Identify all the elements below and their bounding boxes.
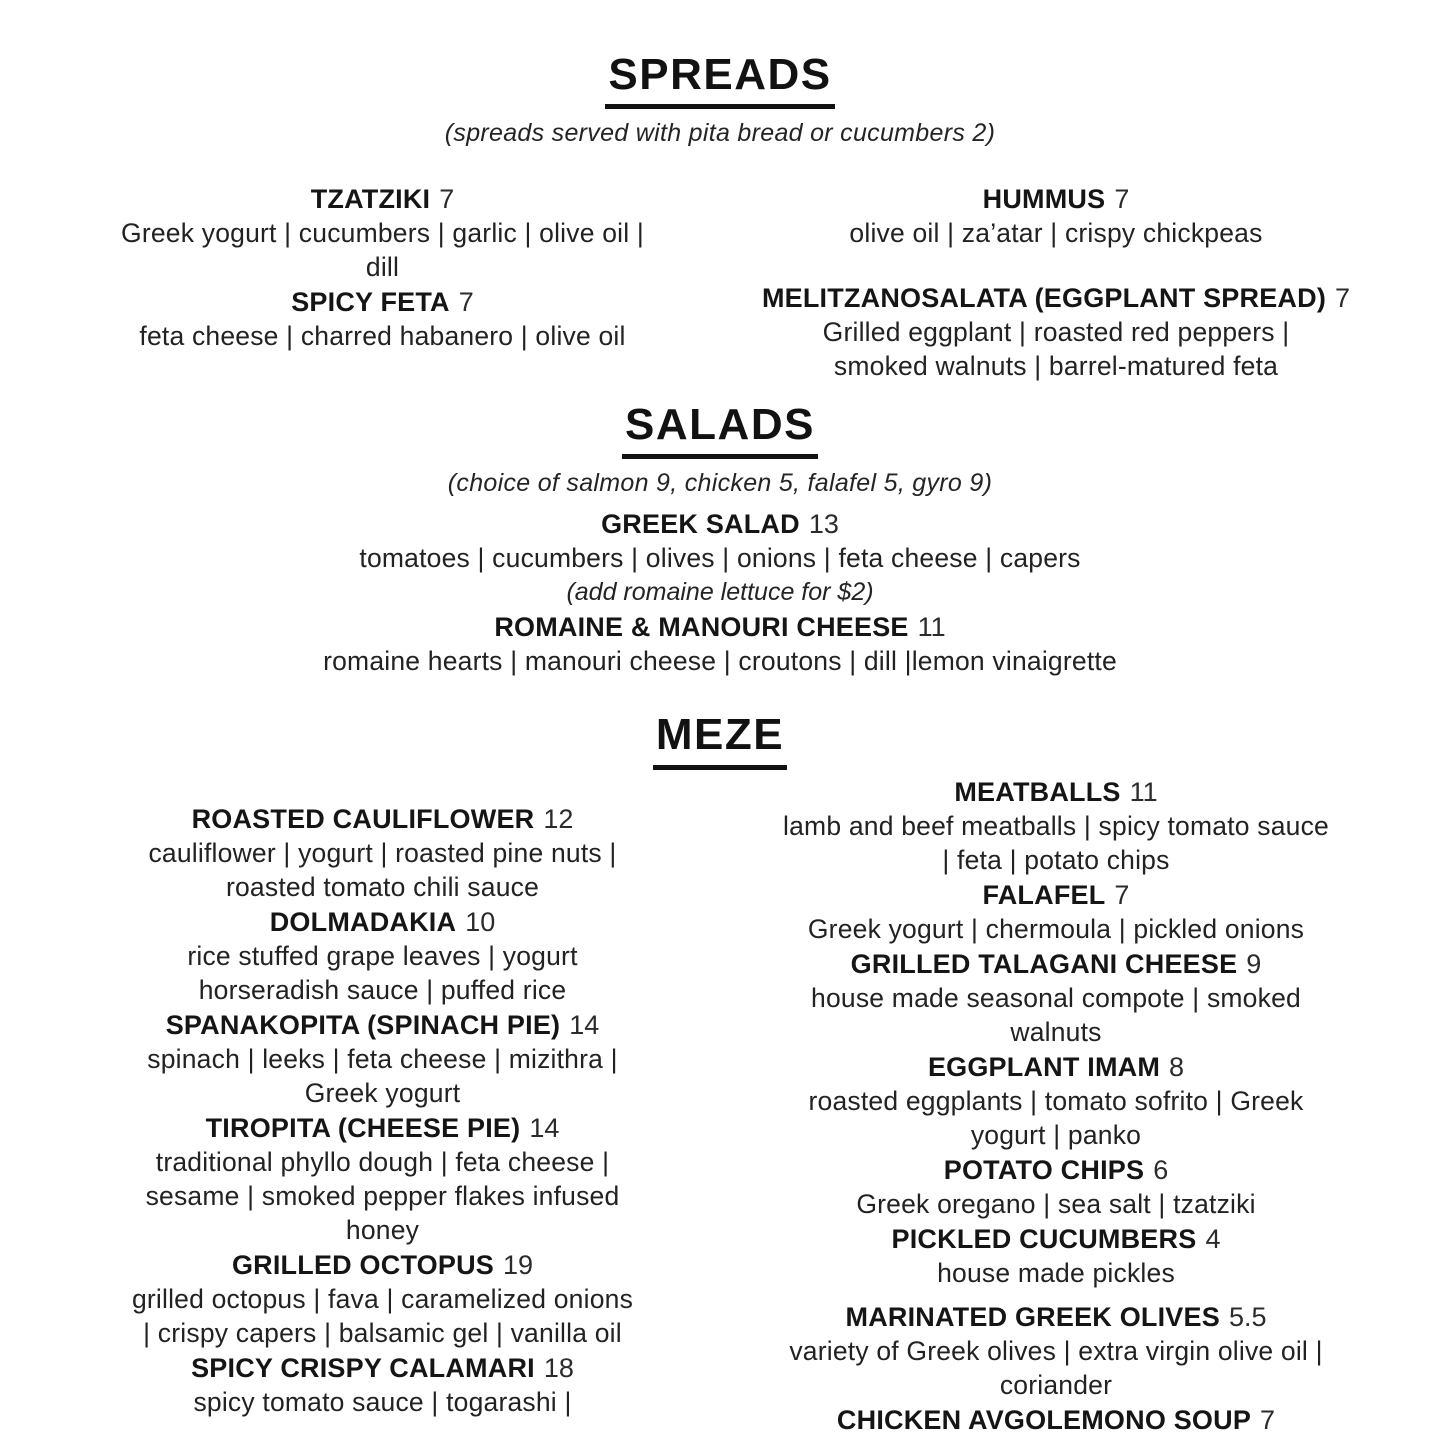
menu-item-header bbox=[733, 1153, 1379, 1187]
menu-item-eggplant-imam bbox=[733, 1050, 1379, 1152]
menu-item-description: traditional phyllo dough | feta cheese | sesame | smoked pepper flakes infused honey bbox=[145, 1146, 620, 1245]
section-title-meze bbox=[0, 712, 1440, 769]
menu-item-price: 9 bbox=[1246, 948, 1262, 979]
menu-item-header bbox=[60, 1111, 705, 1145]
meze-right-column bbox=[733, 775, 1379, 1438]
menu-item-price: 10 bbox=[465, 906, 496, 937]
meze-columns bbox=[0, 775, 1440, 1438]
menu-item-romaine-manouri bbox=[0, 610, 1440, 678]
menu-item-price: 12 bbox=[543, 803, 574, 834]
menu-item-name: TIROPITA (CHEESE PIE) bbox=[205, 1112, 521, 1143]
menu-item-price: 7 bbox=[458, 287, 474, 318]
menu-item-price: 11 bbox=[1129, 776, 1158, 807]
menu-item-name: EGGPLANT IMAM bbox=[927, 1051, 1161, 1082]
menu-item-name: MEATBALLS bbox=[954, 776, 1121, 807]
menu-item-name: CHICKEN AVGOLEMONO SOUP bbox=[836, 1404, 1252, 1435]
menu-item-meatballs bbox=[733, 775, 1379, 877]
salads-items bbox=[0, 507, 1440, 678]
spreads-right-column bbox=[733, 182, 1379, 384]
menu-item-price: 4 bbox=[1205, 1223, 1221, 1254]
menu-item-header bbox=[733, 281, 1379, 315]
menu-item-header bbox=[60, 802, 705, 836]
menu-item-description: rice stuffed grape leaves | yogurt horseradish sauce | puffed rice bbox=[187, 940, 578, 1005]
menu-item-price: 14 bbox=[569, 1009, 600, 1040]
menu-item-header bbox=[733, 1300, 1379, 1334]
menu-item-header bbox=[60, 1248, 705, 1282]
menu-item-description: Greek oregano | sea salt | tzatziki bbox=[856, 1188, 1256, 1219]
menu-item-note: (add romaine lettuce for $2) bbox=[566, 578, 874, 607]
menu-item-price: 7 bbox=[1114, 879, 1130, 910]
menu-item-price: 18 bbox=[543, 1352, 574, 1383]
menu-item-chicken-avgolemono-soup bbox=[733, 1403, 1379, 1437]
menu-item-description: cauliflower | yogurt | roasted pine nuts | roasted tomato chili sauce bbox=[148, 837, 617, 902]
menu-item-name: MARINATED GREEK OLIVES bbox=[845, 1301, 1220, 1332]
menu-item-falafel bbox=[733, 878, 1379, 946]
menu-item-header bbox=[60, 285, 705, 319]
menu-item-dolmadakia bbox=[60, 905, 705, 1007]
menu-item-price: 7 bbox=[1335, 283, 1351, 314]
menu-item-roasted-cauliflower bbox=[60, 802, 705, 904]
menu-item-description: Grilled eggplant | roasted red peppers | smoked walnuts | barrel-matured feta bbox=[822, 317, 1290, 382]
menu-item-description: house made pickles bbox=[937, 1257, 1175, 1288]
menu-item-description: olive oil | za’atar | crispy chickpeas bbox=[849, 218, 1263, 249]
menu-item-grilled-octopus bbox=[60, 1248, 705, 1350]
menu-item-greek-salad bbox=[0, 507, 1440, 609]
section-title-salads bbox=[0, 402, 1440, 459]
menu-item-description: romaine hearts | manouri cheese | croutons | dill |lemon vinaigrette bbox=[323, 646, 1117, 677]
menu-item-price: 14 bbox=[529, 1112, 560, 1143]
menu-item-header bbox=[0, 610, 1440, 644]
menu-item-price: 13 bbox=[808, 509, 839, 540]
menu-item-header bbox=[60, 182, 705, 216]
menu-item-marinated-greek-olives bbox=[733, 1300, 1379, 1402]
menu-item-name: FALAFEL bbox=[982, 879, 1106, 910]
section-title-text: SALADS bbox=[622, 402, 818, 459]
menu-item-description: Greek yogurt | chermoula | pickled onions bbox=[807, 913, 1305, 944]
menu-item-tzatziki bbox=[60, 182, 705, 284]
menu-item-price: 19 bbox=[502, 1249, 534, 1280]
menu-item-name: HUMMUS bbox=[982, 184, 1106, 215]
menu-item-price: 7 bbox=[439, 184, 455, 215]
menu-item-name: PICKLED CUCUMBERS bbox=[891, 1223, 1197, 1254]
menu-item-name: TZATZIKI bbox=[310, 184, 431, 215]
section-title-text: SPREADS bbox=[605, 52, 834, 109]
menu-item-hummus bbox=[733, 182, 1379, 250]
menu-item-header bbox=[733, 1050, 1379, 1084]
menu-item-price: 7 bbox=[1260, 1404, 1276, 1435]
menu-item-header bbox=[733, 1222, 1379, 1256]
menu-item-description: spicy tomato sauce | togarashi | bbox=[193, 1386, 572, 1417]
menu-item-name: SPANAKOPITA (SPINACH PIE) bbox=[165, 1009, 561, 1040]
menu-item-pickled-cucumbers bbox=[733, 1222, 1379, 1290]
menu-item-name: MELITZANOSALATA (EGGPLANT SPREAD) bbox=[761, 283, 1327, 314]
menu-item-price: 7 bbox=[1114, 184, 1130, 215]
menu-item-potato-chips bbox=[733, 1153, 1379, 1221]
section-note-spreads: (spreads served with pita bread or cucumbers 2) bbox=[444, 119, 996, 148]
menu-item-name: POTATO CHIPS bbox=[943, 1154, 1145, 1185]
menu-item-description: grilled octopus | fava | caramelized onions | crispy capers | balsamic gel | vanilla oil bbox=[131, 1283, 634, 1348]
menu-item-header bbox=[60, 1008, 705, 1042]
menu-item-description: spinach | leeks | feta cheese | mizithra | Greek yogurt bbox=[147, 1043, 618, 1108]
menu-item-name: SPICY CRISPY CALAMARI bbox=[191, 1352, 535, 1383]
section-meze bbox=[0, 712, 1440, 1437]
menu-item-header bbox=[733, 182, 1379, 216]
section-note-salads: (choice of salmon 9, chicken 5, falafel 5, gyro 9) bbox=[447, 469, 993, 498]
section-title-spreads bbox=[0, 52, 1440, 109]
menu-item-price: 6 bbox=[1153, 1154, 1169, 1185]
menu-item-header bbox=[60, 905, 705, 939]
menu-item-name: GREEK SALAD bbox=[601, 509, 800, 540]
menu-item-description: lamb and beef meatballs | spicy tomato sauce | feta | potato chips bbox=[783, 810, 1329, 875]
menu-item-header bbox=[733, 947, 1379, 981]
menu-item-price: 8 bbox=[1169, 1051, 1185, 1082]
menu-item-name: GRILLED TALAGANI CHEESE bbox=[850, 948, 1238, 979]
menu-item-name: DOLMADAKIA bbox=[269, 906, 457, 937]
section-salads bbox=[0, 402, 1440, 678]
menu-item-description: roasted eggplants | tomato sofrito | Greek yogurt | panko bbox=[808, 1085, 1304, 1150]
menu-item-description: feta cheese | charred habanero | olive oil bbox=[139, 321, 626, 352]
menu-item-header bbox=[733, 775, 1379, 809]
menu-item-spicy-feta bbox=[60, 285, 705, 353]
menu-item-header bbox=[733, 1403, 1379, 1437]
menu-item-name: SPICY FETA bbox=[291, 287, 450, 318]
menu-item-name: ROMAINE & MANOURI CHEESE bbox=[494, 612, 909, 643]
menu-item-melitzanosalata bbox=[733, 281, 1379, 383]
menu-item-description: variety of Greek olives | extra virgin olive oil | coriander bbox=[789, 1335, 1323, 1400]
menu-item-name: GRILLED OCTOPUS bbox=[231, 1249, 494, 1280]
meze-left-column bbox=[60, 775, 705, 1420]
section-title-text: MEZE bbox=[653, 712, 787, 769]
menu-item-name: ROASTED CAULIFLOWER bbox=[191, 803, 535, 834]
menu-item-grilled-talagani bbox=[733, 947, 1379, 1049]
spreads-columns bbox=[0, 182, 1440, 384]
menu-item-tiropita bbox=[60, 1111, 705, 1247]
menu-item-description: tomatoes | cucumbers | olives | onions | feta cheese | capers bbox=[359, 543, 1081, 574]
menu-item-header bbox=[60, 1351, 705, 1385]
menu-item-header bbox=[733, 878, 1379, 912]
section-spreads bbox=[0, 52, 1440, 384]
menu-item-spanakopita bbox=[60, 1008, 705, 1110]
menu-item-header bbox=[0, 507, 1440, 541]
menu-item-description: house made seasonal compote | smoked walnuts bbox=[811, 982, 1301, 1047]
menu-item-price: 5.5 bbox=[1228, 1301, 1267, 1332]
menu-item-price: 11 bbox=[917, 612, 946, 643]
spreads-left-column bbox=[60, 182, 705, 354]
menu-item-description: Greek yogurt | cucumbers | garlic | olive oil | dill bbox=[121, 218, 644, 283]
menu-item-spicy-crispy-calamari bbox=[60, 1351, 705, 1419]
